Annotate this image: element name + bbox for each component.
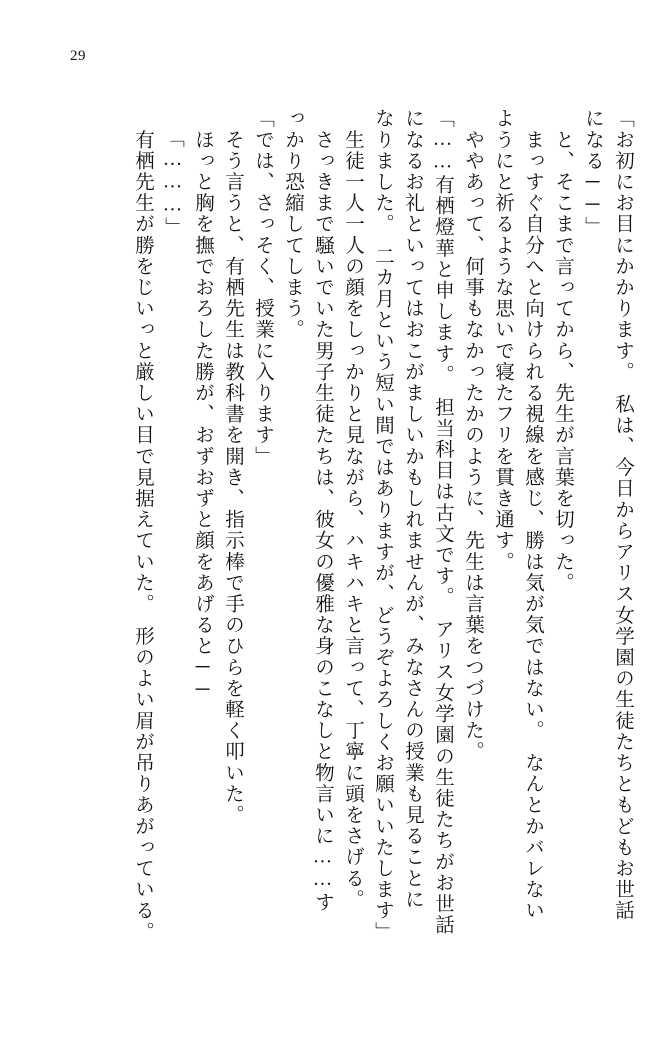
- text-column: さっきまで騒いでいた男子生徒たちは、彼女の優雅な身のこなしと物言いに……す: [312, 108, 333, 913]
- text-column: 「では、さっそく、授業に入ります」: [252, 108, 273, 467]
- text-column: っかり恐縮してしまう。: [282, 108, 303, 341]
- text-column: ようにと祈るような思いで寝たフリを貫き通す。: [492, 108, 513, 573]
- text-column: 「……有栖燈華と申します。 担当科目は古文です。 アリス女学園の生徒たちがお世話: [432, 108, 453, 936]
- text-column: 「………」: [162, 128, 183, 238]
- text-column: 生徒一人一人の顔をしっかりと見ながら、ハキハキと言って、丁寧に頭をさげる。: [342, 108, 363, 910]
- vertical-text-body: [36, 108, 632, 1013]
- text-column: ややあって、何事もなかったかのように、先生は言葉をつづけた。: [462, 108, 483, 763]
- text-column: と、そこまで言ってから、先生が言葉を切った。: [552, 108, 573, 594]
- text-column: そう言うと、有栖先生は教科書を開き、指示棒で手のひらを軽く叩いた。: [222, 108, 243, 826]
- text-column: ほっと胸を撫でおろした勝が、おずおずと顔をあげると──: [192, 108, 213, 702]
- text-column: なりました。 二カ月という短い間ではありますが、どうぞよろしくお願いいたします」: [372, 108, 393, 943]
- page-number: 29: [70, 48, 86, 64]
- text-column: になるお礼といってはおこがましいかもしれませんが、みなさんの授業も見ることに: [402, 108, 423, 910]
- text-column: まっすぐ自分へと向けられる視線を感じ、勝は気が気ではない。 なんとかバレない: [522, 108, 543, 922]
- text-column: になる──」: [582, 108, 603, 238]
- text-column: 有栖先生が勝をじいっと厳しい目で見据えていた。 形のよい眉が吊りあがっている。: [132, 108, 153, 943]
- text-column: 「お初にお目にかかります。 私は、今日からアリス女学園の生徒たちともどもお世話: [612, 108, 633, 922]
